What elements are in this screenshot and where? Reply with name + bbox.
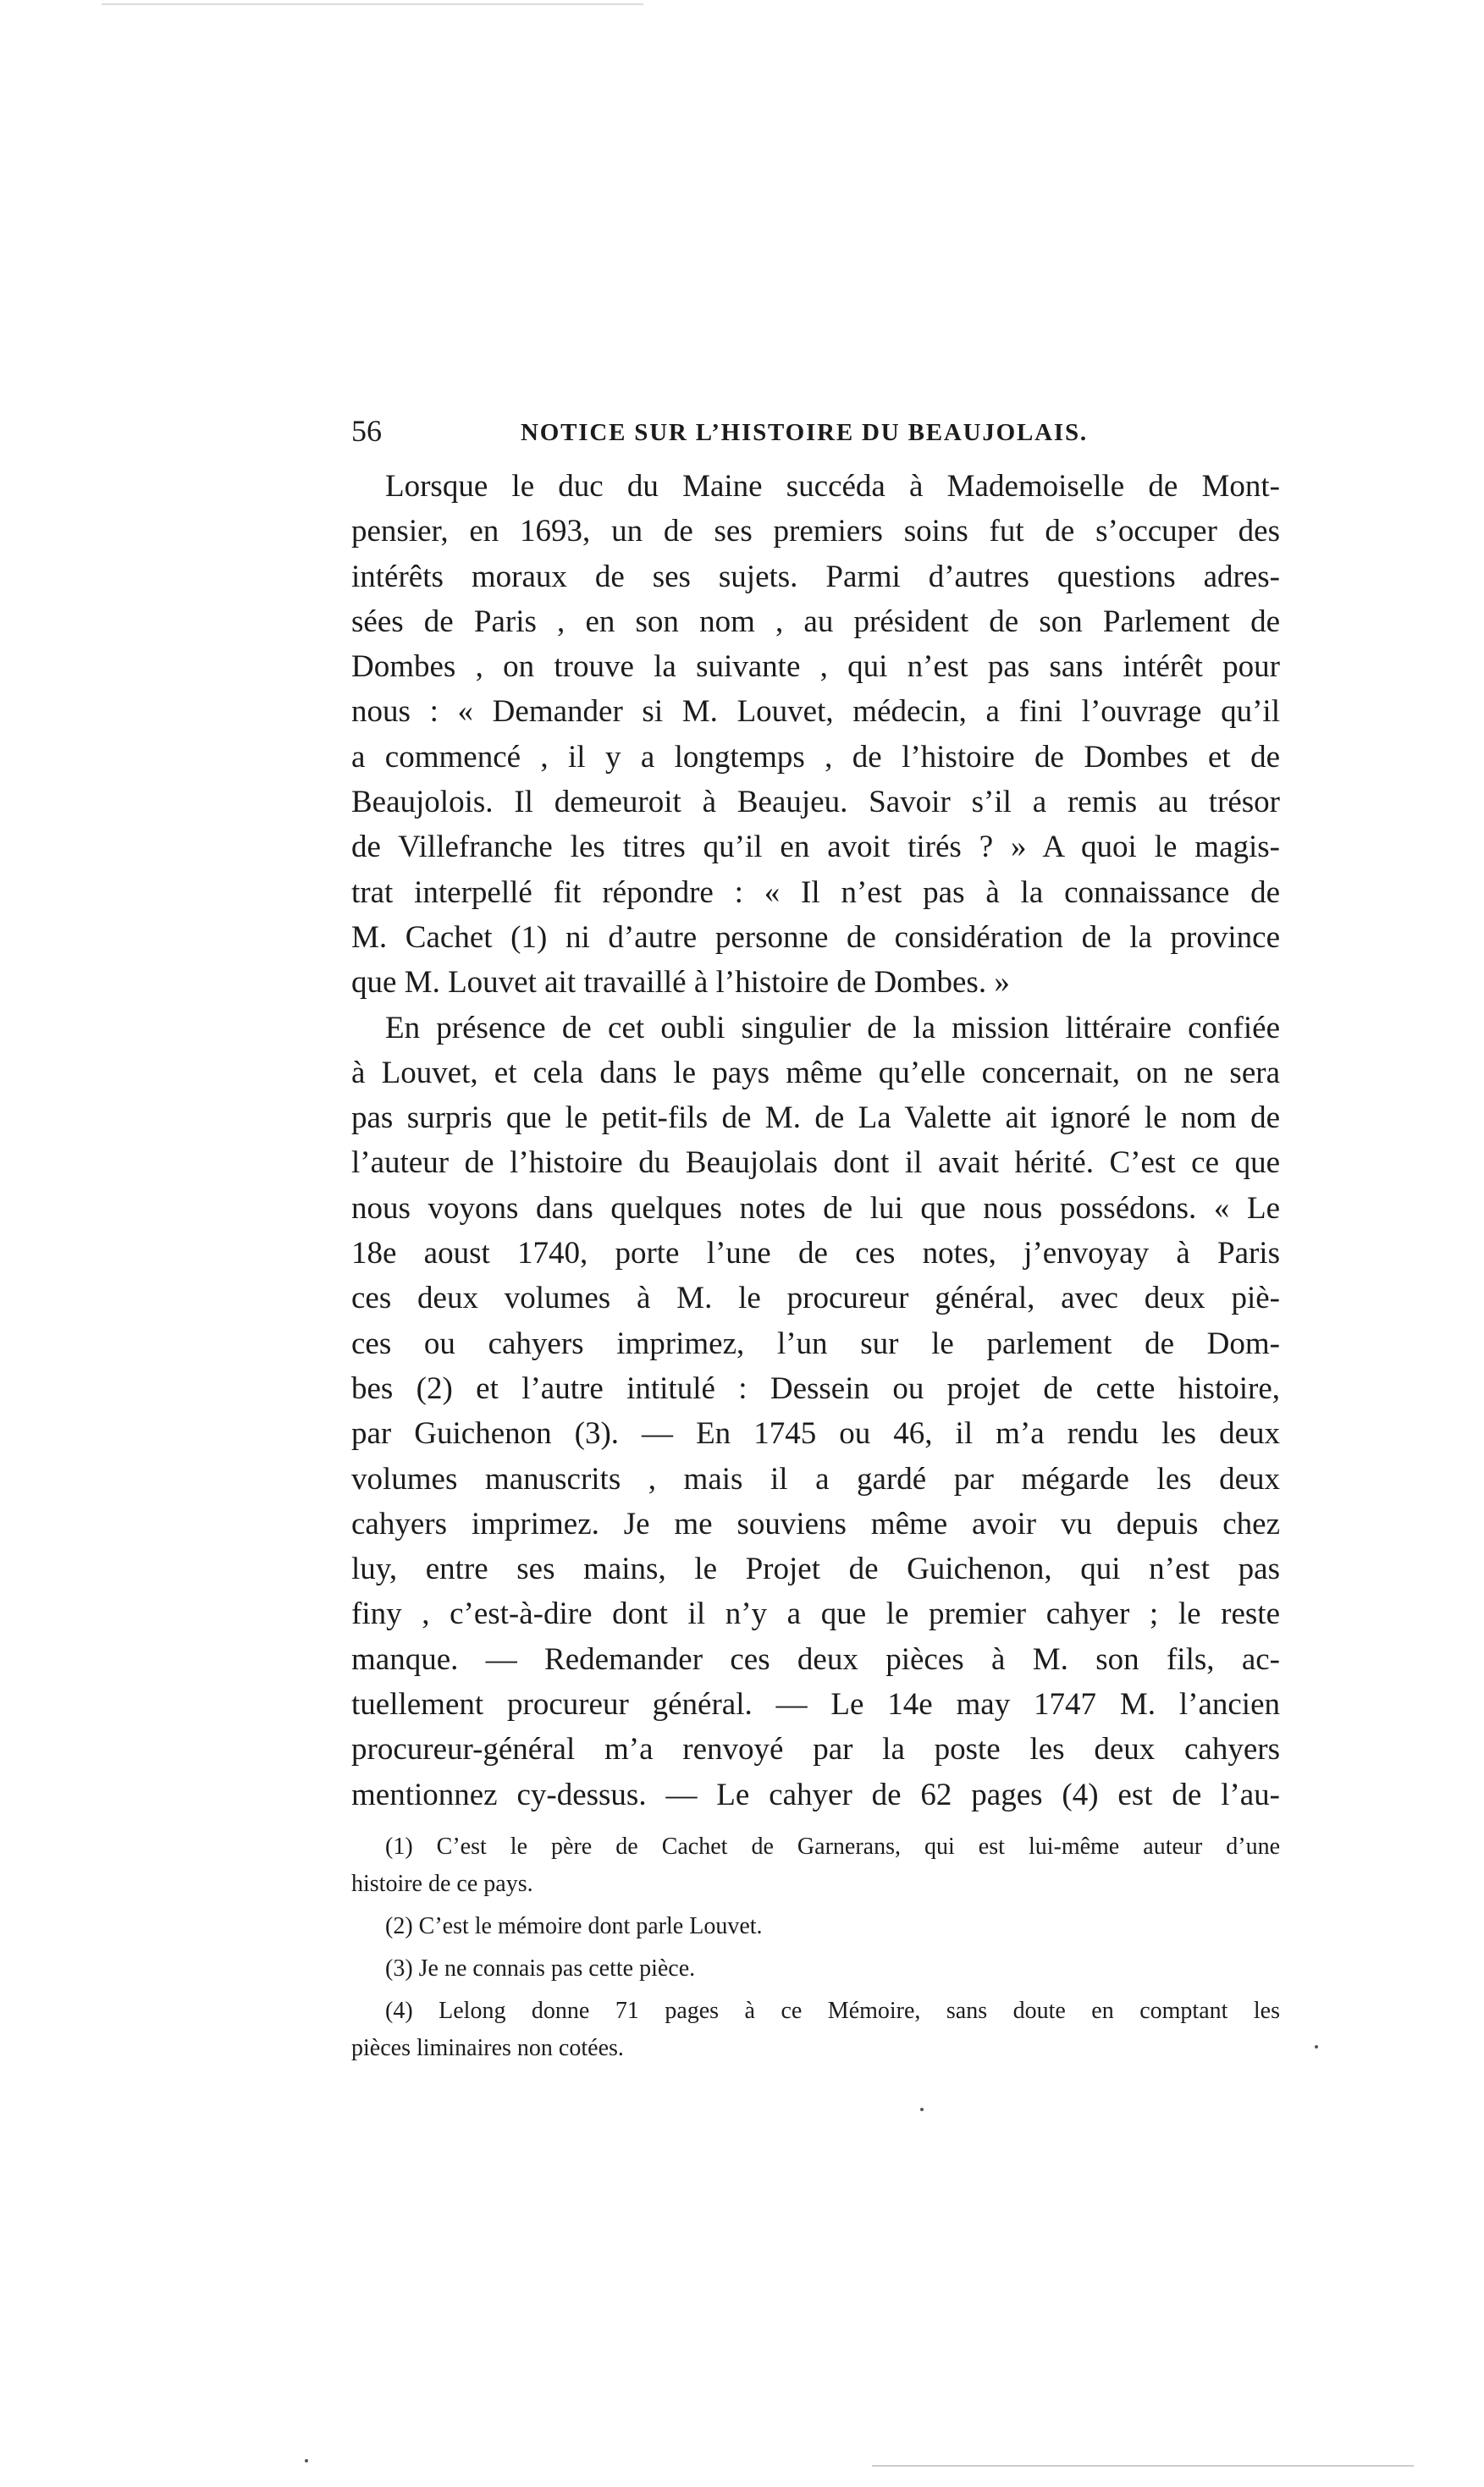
footnote-line: histoire de ce pays. — [351, 1871, 533, 1897]
text-line: sées de Paris , en son nom , au président de son Parlement de — [351, 604, 1280, 639]
text-line: pas surpris que le petit-fils de M. de La Valette ait ignoré le nom de — [351, 1100, 1280, 1136]
text-line: Lorsque le duc du Maine succéda à Mademoiselle de Mont- — [385, 469, 1280, 504]
text-line: Beaujolois. Il demeuroit à Beaujeu. Savoir s’il a remis au trésor — [351, 785, 1280, 820]
text-line: volumes manuscrits , mais il a gardé par mégarde les deux — [351, 1461, 1280, 1497]
text-line: luy, entre ses mains, le Projet de Guichenon, qui n’est pas — [351, 1552, 1280, 1587]
text-line: manque. — Redemander ces deux pièces à M. son fils, ac- — [351, 1641, 1280, 1677]
text-line: intérêts moraux de ses sujets. Parmi d’autres questions adres- — [351, 559, 1280, 594]
footnotes — [351, 1828, 1280, 2067]
page-number: 56 — [351, 414, 382, 448]
text-line: mentionnez cy-dessus. — Le cahyer de 62 pages (4) est de l’au- — [351, 1777, 1280, 1812]
text-line: nous voyons dans quelques notes de lui que nous possédons. « Le — [351, 1190, 1280, 1226]
text-line: pensier, en 1693, un de ses premiers soins fut de s’occuper des — [351, 514, 1280, 549]
footnote-line: (3) Je ne connais pas cette pièce. — [385, 1955, 696, 1982]
text-line: a commencé , il y a longtemps , de l’histoire de Dombes et de — [351, 739, 1280, 775]
text-line: tuellement procureur général. — Le 14e may 1747 M. l’ancien — [351, 1687, 1280, 1723]
footnote-line: (2) C’est le mémoire dont parle Louvet. — [385, 1913, 763, 1939]
text-line: En présence de cet oubli singulier de la mission littéraire confiée — [385, 1010, 1280, 1045]
text-line: de Villefranche les titres qu’il en avoit tirés ? » A quoi le magis- — [351, 830, 1280, 865]
bottom-edge-rule — [872, 2465, 1414, 2467]
running-head-title: NOTICE SUR L’HISTOIRE DU BEAUJOLAIS. — [521, 419, 1088, 446]
text-line: 18e aoust 1740, porte l’une de ces notes, j’envoyay à Paris — [351, 1236, 1280, 1271]
footnote-line: pièces liminaires non cotées. — [351, 2035, 624, 2061]
text-line: que M. Louvet ait travaillé à l’histoire de Dombes. » — [351, 965, 1010, 1001]
text-line: à Louvet, et cela dans le pays même qu’elle concernait, on ne sera — [351, 1055, 1280, 1090]
top-edge-rule — [102, 3, 643, 5]
body-text — [351, 464, 1280, 1817]
running-head — [351, 412, 1283, 449]
scan-speck — [305, 2459, 308, 2462]
text-line: ces deux volumes à M. le procureur général, avec deux piè- — [351, 1281, 1280, 1316]
text-line: nous : « Demander si M. Louvet, médecin, a fini l’ouvrage qu’il — [351, 694, 1280, 730]
text-line: cahyers imprimez. Je me souviens même avoir vu depuis chez — [351, 1506, 1280, 1541]
text-line: ces ou cahyers imprimez, l’un sur le parlement de Dom- — [351, 1326, 1280, 1361]
scan-speck — [920, 2108, 924, 2111]
text-line: Dombes , on trouve la suivante , qui n’est pas sans intérêt pour — [351, 649, 1280, 685]
text-line: M. Cachet (1) ni d’autre personne de considération de la province — [351, 919, 1280, 955]
text-line: trat interpellé fit répondre : « Il n’est pas à la connaissance de — [351, 874, 1280, 910]
text-line: l’auteur de l’histoire du Beaujolais dont il avait hérité. C’est ce que — [351, 1145, 1280, 1181]
text-line: finy , c’est-à-dire dont il n’y a que le premier cahyer ; le reste — [351, 1596, 1280, 1632]
footnote-line: (4) Lelong donne 71 pages à ce Mémoire, sans doute en comptant les — [385, 1998, 1280, 2024]
footnote-line: (1) C’est le père de Cachet de Garnerans, qui est lui-même auteur d’une — [385, 1834, 1280, 1860]
text-line: procureur-général m’a renvoyé par la poste les deux cahyers — [351, 1732, 1280, 1767]
scan-speck — [1315, 2045, 1318, 2049]
text-line: bes (2) et l’autre intitulé : Dessein ou projet de cette histoire, — [351, 1370, 1280, 1406]
text-line: par Guichenon (3). — En 1745 ou 46, il m’a rendu les deux — [351, 1416, 1280, 1452]
